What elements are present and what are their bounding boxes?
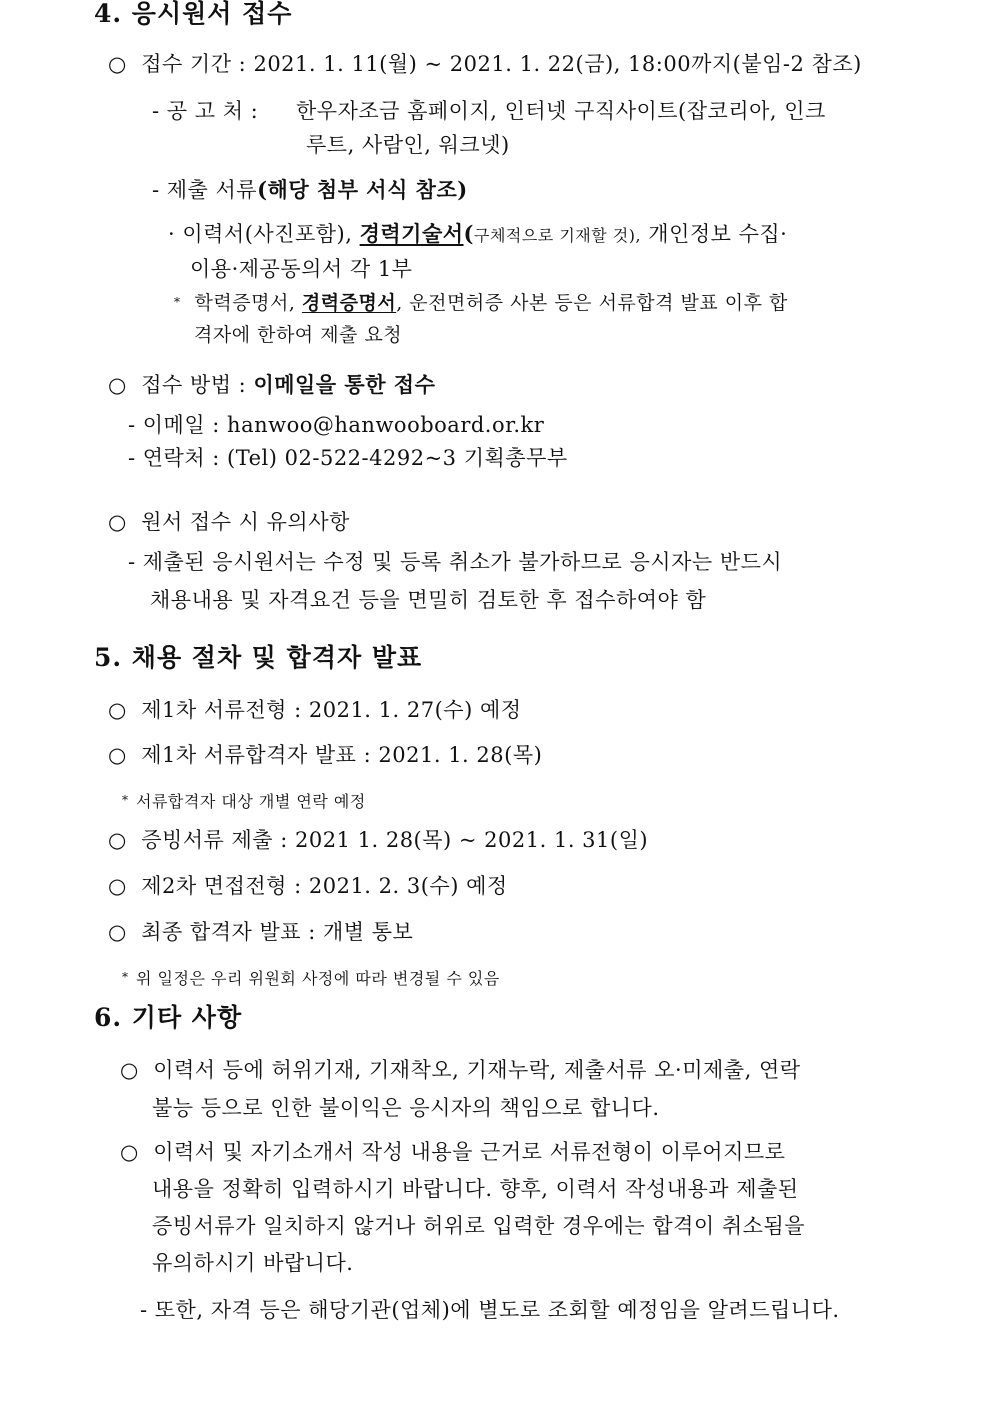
schedule-text: 제1차 서류전형 : 2021. 1. 27(수) 예정 <box>141 698 522 722</box>
schedule-item <box>108 696 522 724</box>
announce-line-1: 한우자조금 홈페이지, 인터넷 구직사이트(잡코리아, 인크 <box>296 99 826 123</box>
misc-item-2-line-1 <box>120 1138 785 1166</box>
misc-extra-note: - 또한, 자격 등은 해당기관(업체)에 별도로 조회할 예정임을 알려드립니다. <box>140 1298 840 1322</box>
bullet: ○ <box>108 373 127 397</box>
note-star: * <box>174 295 181 309</box>
period-label: 접수 기간 : <box>141 52 247 76</box>
documents-item-line-2: 이용·제공동의서 각 1부 <box>190 257 413 281</box>
method-email: - 이메일 : hanwoo@hanwooboard.or.kr <box>128 413 545 437</box>
documents-item-prefix: · 이력서(사진포함), <box>168 222 353 246</box>
schedule-note <box>122 786 366 816</box>
documents-label-bold: (해당 첨부 서식 참조) <box>257 177 468 202</box>
announce-line-2: 루트, 사람인, 워크넷) <box>306 133 510 157</box>
caution-text-line-2: 채용내용 및 자격요건 등을 면밀히 검토한 후 접수하여야 함 <box>150 588 707 612</box>
misc-item-2-line-2: 내용을 정확히 입력하시기 바랍니다. 향후, 이력서 작성내용과 제출된 <box>152 1177 799 1201</box>
section-heading-6: 6. 기타 사항 <box>94 1003 243 1032</box>
bullet: ○ <box>108 920 127 944</box>
schedule-note-text: 위 일정은 우리 위원회 사정에 따라 변경될 수 있음 <box>136 969 500 988</box>
section-heading-5: 5. 채용 절차 및 합격자 발표 <box>94 643 423 672</box>
misc-item-2-line-3: 증빙서류가 일치하지 않거나 허위로 입력한 경우에는 합격이 취소됨을 <box>152 1214 806 1238</box>
documents-item-note: 구체적으로 기재할 것), <box>473 226 642 245</box>
schedule-item <box>108 872 508 900</box>
bullet: ○ <box>108 510 127 534</box>
schedule-note-text: 서류합격자 대상 개별 연락 예정 <box>136 792 366 811</box>
schedule-item <box>108 918 413 946</box>
period-value: 2021. 1. 11(월) ~ 2021. 1. 22(금), 18:00까지(붙임-2 참조) <box>253 52 862 76</box>
bullet: ○ <box>108 828 127 852</box>
schedule-item <box>108 826 648 854</box>
misc-item-1-line-2: 불능 등으로 인한 불이익은 응시자의 책임으로 합니다. <box>152 1096 660 1120</box>
section-heading-4: 4. 응시원서 접수 <box>94 0 293 28</box>
misc-item-text: 이력서 등에 허위기재, 기재착오, 기재누락, 제출서류 오·미제출, 연락 <box>153 1058 801 1082</box>
bullet: ○ <box>108 874 127 898</box>
bullet: ○ <box>120 1140 139 1164</box>
schedule-text: 증빙서류 제출 : 2021 1. 28(목) ~ 2021. 1. 31(일) <box>141 828 649 852</box>
career-certificate-label: 경력증명서 <box>301 292 397 314</box>
bullet: ○ <box>108 52 127 76</box>
schedule-note <box>122 963 500 993</box>
period-line <box>108 50 862 78</box>
bullet: ○ <box>108 743 127 767</box>
note-star: * <box>122 793 129 807</box>
schedule-item <box>108 741 542 769</box>
caution-label: 원서 접수 시 유의사항 <box>141 510 350 534</box>
documents-note-line-2: 격자에 한하여 제출 요청 <box>194 324 403 346</box>
documents-item-line-1 <box>168 220 787 250</box>
documents-item-suffix: 개인정보 수집· <box>648 222 788 246</box>
documents-note-prefix: 학력증명서, <box>194 292 296 314</box>
career-statement-label: 경력기술서 <box>359 221 464 246</box>
announce-label: - 공 고 처 : <box>152 99 259 123</box>
schedule-text: 최종 합격자 발표 : 개별 통보 <box>141 920 414 944</box>
method-value: 이메일을 통한 접수 <box>253 372 436 397</box>
note-star: * <box>122 970 129 984</box>
schedule-text: 제2차 면접전형 : 2021. 2. 3(수) 예정 <box>141 874 508 898</box>
documents-line <box>152 176 468 204</box>
documents-label: - 제출 서류 <box>152 178 258 202</box>
caution-line <box>108 508 350 536</box>
method-contact: - 연락처 : (Tel) 02-522-4292~3 기획총무부 <box>128 446 568 470</box>
misc-item-text: 이력서 및 자기소개서 작성 내용을 근거로 서류전형이 이루어지므로 <box>153 1140 786 1164</box>
documents-item-paren: ( <box>463 221 474 246</box>
bullet: ○ <box>108 698 127 722</box>
misc-item-1-line-1 <box>120 1056 801 1084</box>
method-label: 접수 방법 : <box>141 373 247 397</box>
documents-note-suffix: , 운전면허증 사본 등은 서류합격 발표 이후 합 <box>396 292 788 314</box>
schedule-text: 제1차 서류합격자 발표 : 2021. 1. 28(목) <box>141 743 543 767</box>
documents-note-line-1 <box>174 288 788 317</box>
misc-item-2-line-4: 유의하시기 바랍니다. <box>152 1251 354 1275</box>
caution-text-line-1: - 제출된 응시원서는 수정 및 등록 취소가 불가하므로 응시자는 반드시 <box>128 550 783 574</box>
method-line <box>108 371 435 399</box>
bullet: ○ <box>120 1058 139 1082</box>
